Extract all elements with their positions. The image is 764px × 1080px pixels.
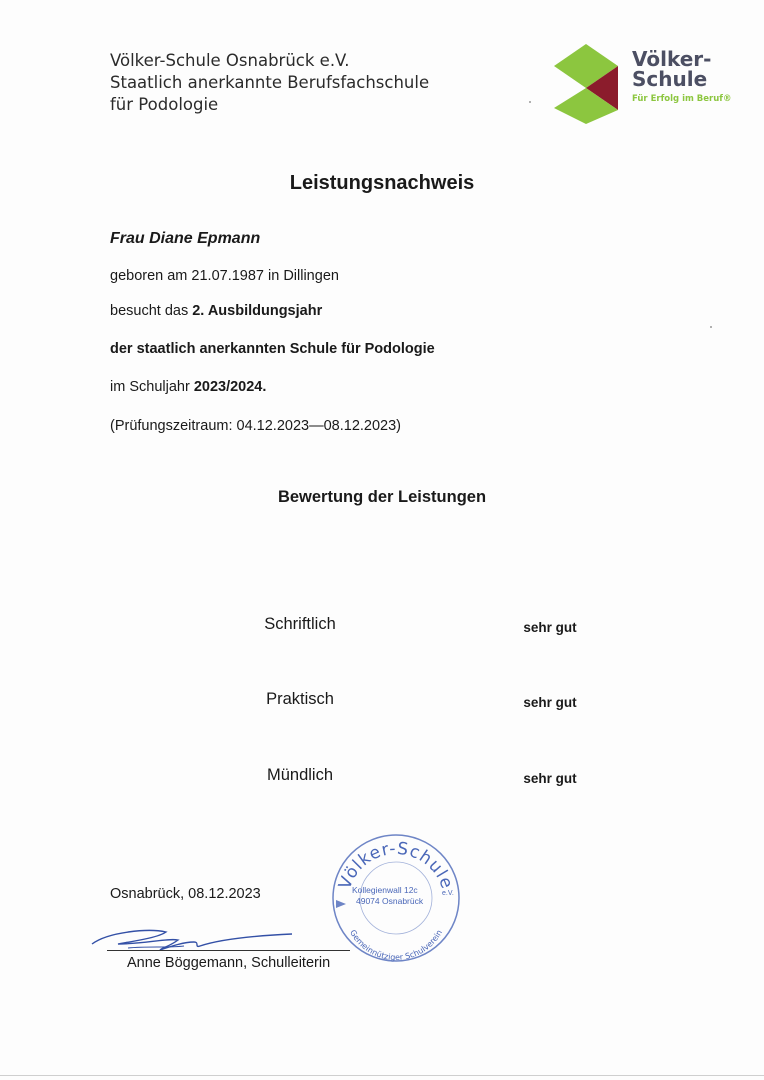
document-title: Leistungsnachweis — [289, 172, 475, 194]
grade-label-oral: Mündlich — [266, 766, 334, 784]
svg-text:Gemeinnütziger Schulverein — [348, 928, 444, 962]
training-year: 2. Ausbildungsjahr — [192, 303, 323, 319]
grade-label-practical: Praktisch — [266, 690, 334, 708]
school-stamp — [330, 832, 462, 964]
school-year: 2023/2024. — [193, 379, 267, 395]
school-field: für Podologie — [110, 95, 219, 114]
school-logo — [548, 42, 748, 126]
signer-name: Anne Böggemann, Schulleiterin — [127, 955, 331, 971]
stamp-address-street: Kollegienwall 12c — [352, 885, 418, 895]
grade-value-practical: sehr gut — [523, 695, 577, 710]
scan-speck — [710, 326, 712, 328]
place-date: Osnabrück, 08.12.2023 — [110, 886, 261, 902]
logo-name-line1: Völker- — [632, 47, 712, 71]
attends-prefix: besucht das — [110, 303, 189, 319]
school-year-line — [110, 379, 266, 395]
school-name: Völker-Schule Osnabrück e.V. — [110, 51, 350, 70]
attends-line — [110, 303, 322, 319]
stamp-bottom-text: Gemeinnütziger Schulverein — [347, 928, 445, 963]
scan-speck — [529, 101, 531, 103]
school-header — [110, 50, 510, 116]
page-bottom-edge — [0, 1075, 764, 1076]
school-description: Staatlich anerkannte Berufsfachschule — [110, 73, 430, 92]
logo-name-line2: Schule — [632, 67, 708, 91]
exam-period: (Prüfungszeitraum: 04.12.2023—08.12.2023) — [110, 418, 401, 434]
stamp-address-city: 49074 Osnabrück — [356, 896, 424, 906]
student-name: Frau Diane Epmann — [110, 230, 261, 247]
grade-value-written: sehr gut — [523, 620, 577, 635]
school-line: der staatlich anerkannten Schule für Podologie — [110, 341, 435, 357]
school-year-prefix: im Schuljahr — [110, 379, 190, 395]
stamp-arrow-icon — [336, 900, 346, 908]
stamp-ev: e.V. — [442, 890, 454, 897]
grade-label-written: Schriftlich — [264, 615, 336, 633]
stamp-top-text: Völker-Schule — [335, 838, 457, 893]
grade-value-oral: sehr gut — [523, 771, 577, 786]
signature-line — [107, 950, 350, 951]
logo-tagline: Für Erfolg im Beruf® — [632, 94, 732, 104]
logo-mark-icon — [548, 42, 632, 126]
birth-line: geboren am 21.07.1987 in Dillingen — [110, 268, 339, 284]
assessment-heading: Bewertung der Leistungen — [277, 488, 487, 506]
handwritten-signature — [88, 918, 298, 958]
